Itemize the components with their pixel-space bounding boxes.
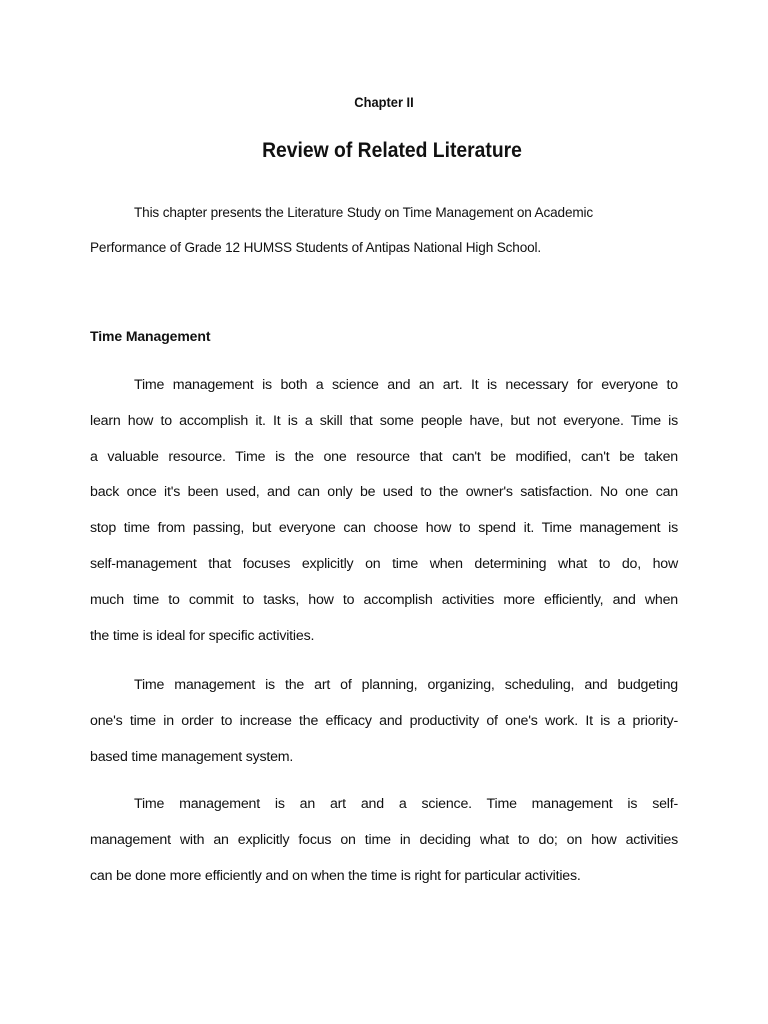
section-heading: Time Management <box>90 328 211 344</box>
chapter-label: Chapter II <box>354 94 414 110</box>
paragraph-line: learn how to accomplish it. It is a skill that some people have, but not everyone. Time is <box>90 412 678 429</box>
paragraph-line: self-management that focuses explicitly on time when determining what to do, how <box>90 555 678 572</box>
paragraph-line: a valuable resource. Time is the one resource that can't be modified, can't be taken <box>90 448 678 465</box>
paragraph-line: one's time in order to increase the efficacy and productivity of one's work. It is a priority- <box>90 712 678 729</box>
paragraph-line: Time management is both a science and an art. It is necessary for everyone to <box>134 377 678 393</box>
body-paragraph <box>90 368 678 654</box>
chapter-title: Review of Related Literature <box>262 139 522 162</box>
body-paragraph <box>90 668 678 775</box>
intro-line: This chapter presents the Literature Study on Time Management on Academic <box>134 205 594 220</box>
paragraph-line: Time management is an art and a science. Time management is self- <box>134 796 678 812</box>
paragraph-line: Time management is the art of planning, organizing, scheduling, and budgeting <box>134 677 678 693</box>
paragraph-line: back once it's been used, and can only be used to the owner's satisfaction. No one can <box>90 484 678 501</box>
paragraph-line: management with an explicitly focus on time in deciding what to do; on how activities <box>90 831 678 848</box>
paragraph-line: much time to commit to tasks, how to accomplish activities more efficiently, and when <box>90 591 678 608</box>
intro-line: Performance of Grade 12 HUMSS Students of Antipas National High School. <box>90 240 542 255</box>
paragraph-line: can be done more efficiently and on when the time is right for particular activities. <box>90 867 581 884</box>
body-paragraph <box>90 787 678 894</box>
intro-paragraph <box>90 195 678 265</box>
paragraph-line: the time is ideal for specific activities. <box>90 627 315 644</box>
paragraph-line: based time management system. <box>90 748 294 765</box>
paragraph-line: stop time from passing, but everyone can choose how to spend it. Time management is <box>90 520 678 537</box>
